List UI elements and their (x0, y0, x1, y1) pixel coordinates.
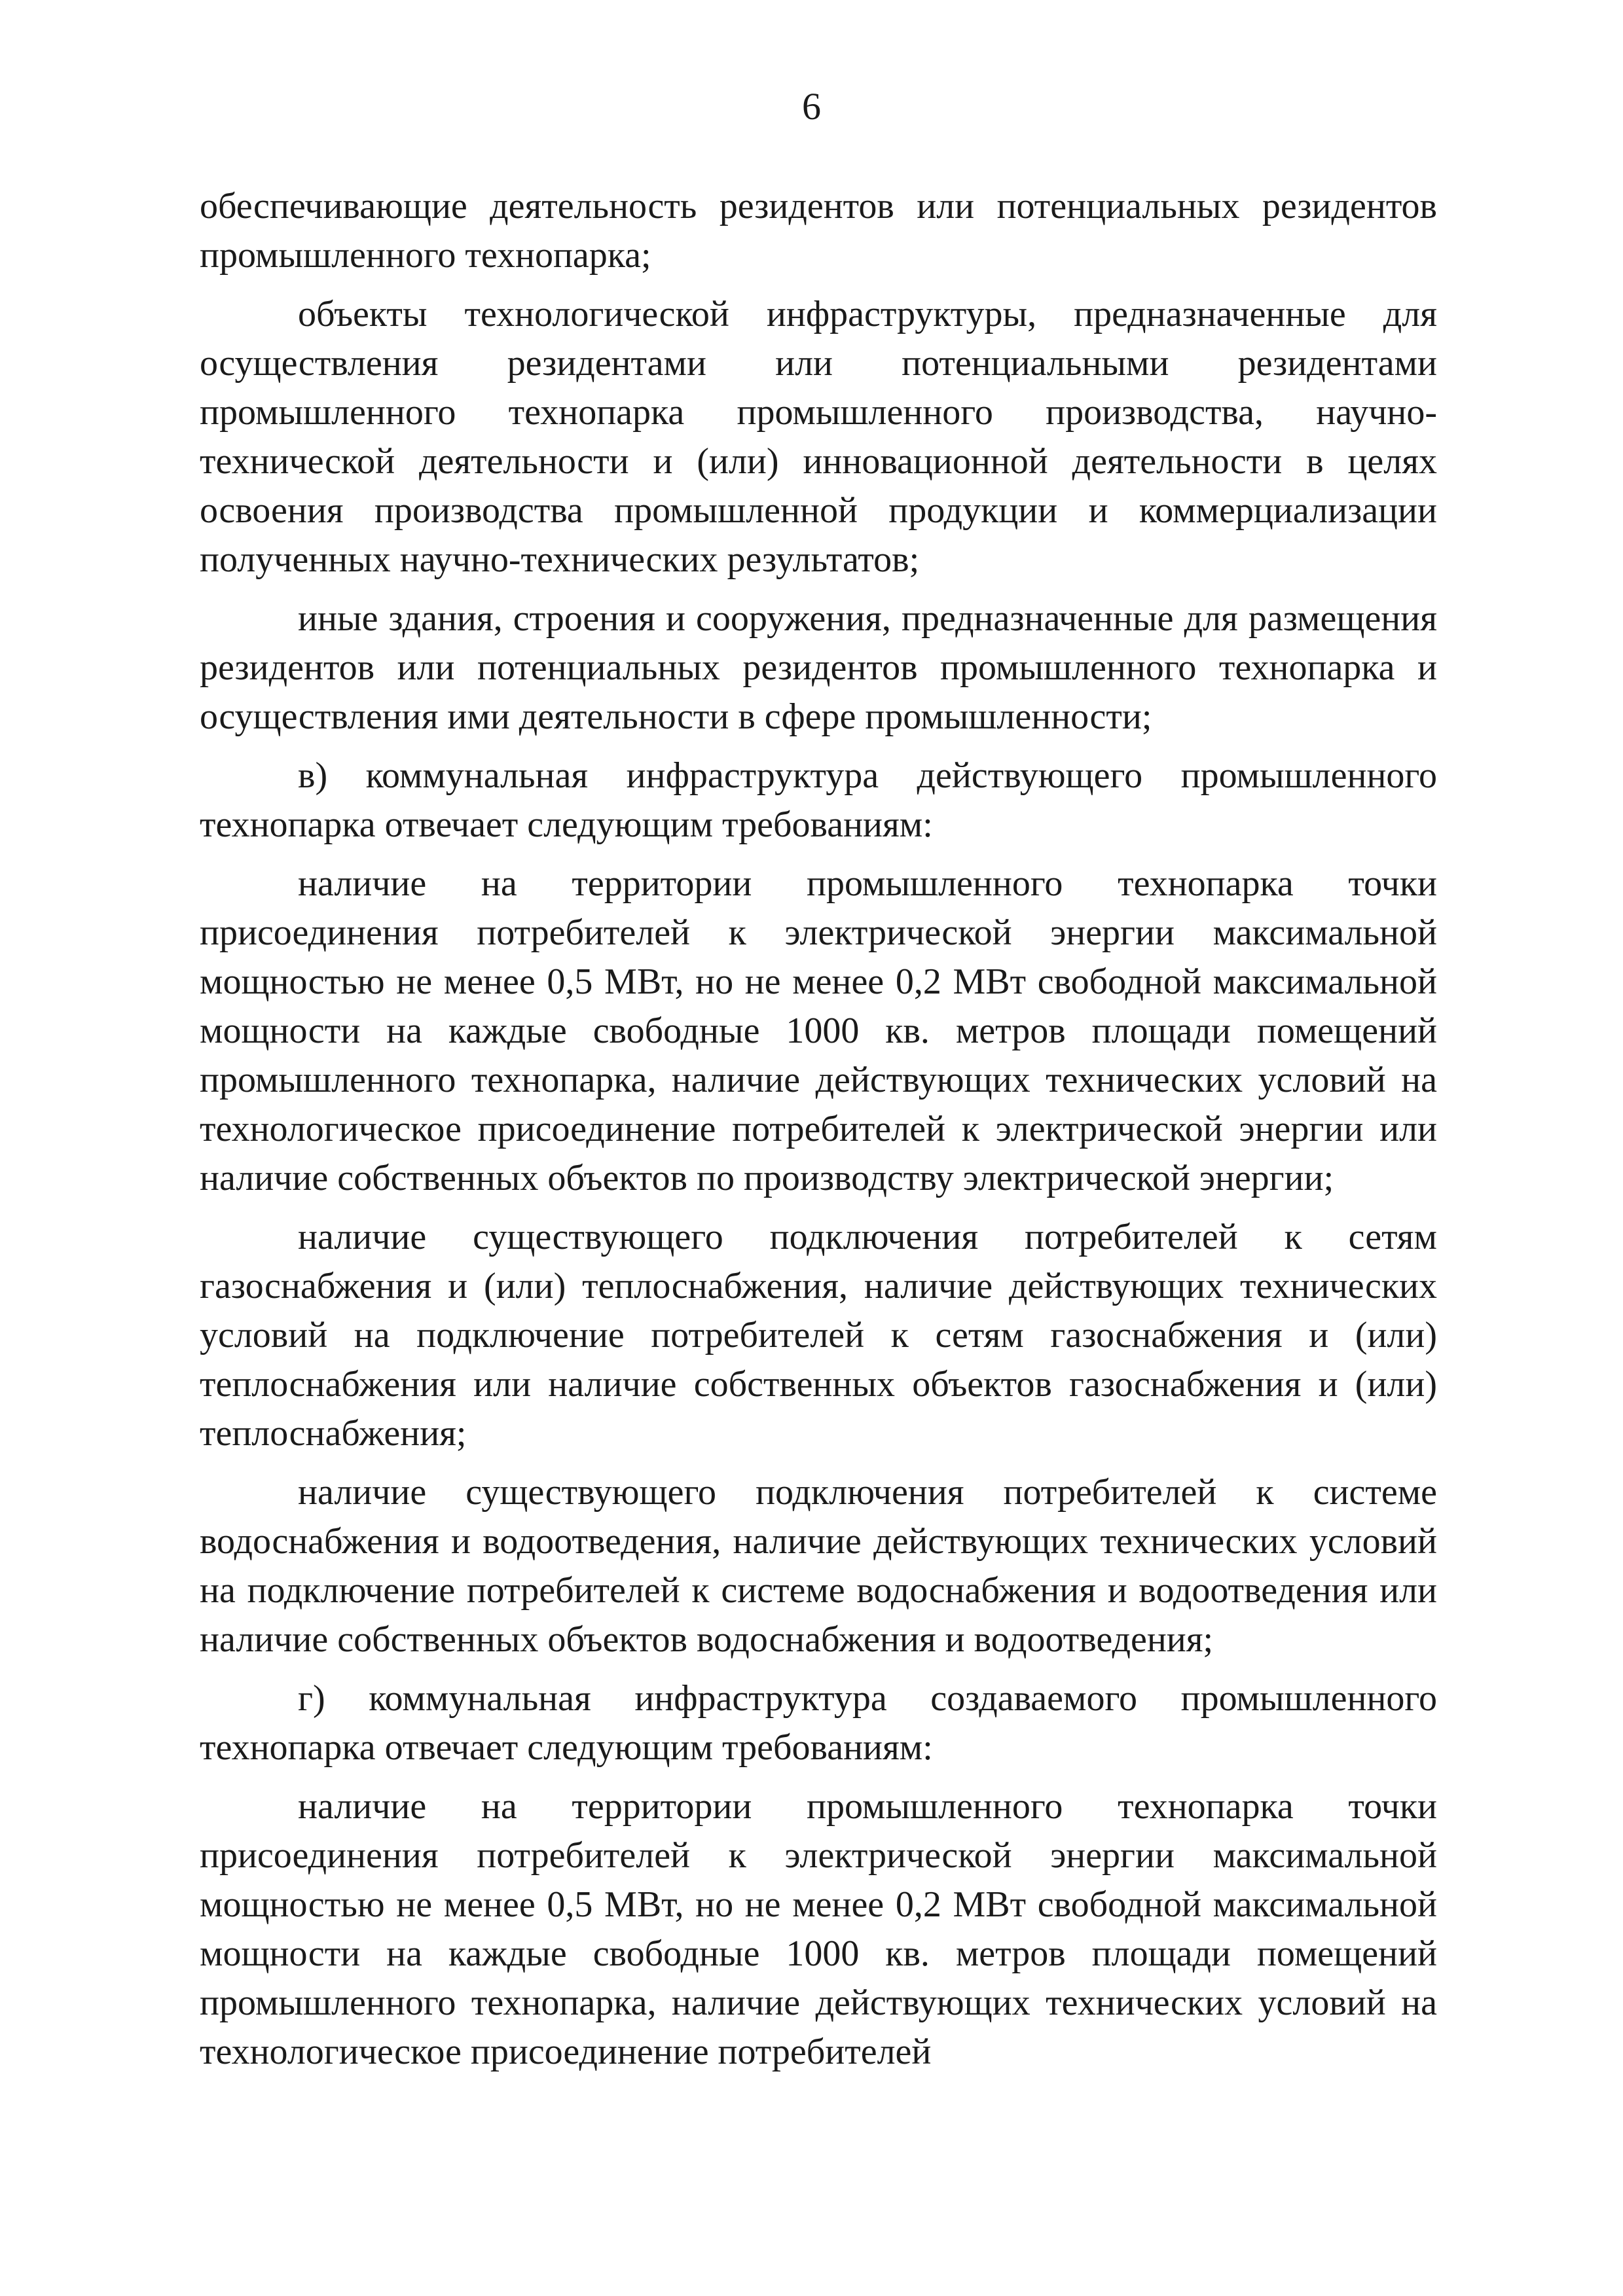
paragraph-other-buildings: иные здания, строения и сооружения, предназначенные для размещения резидентов или потенциальных резидентов промышленного технопарка и осуществления ими деятельности в сфере промышленности; (200, 598, 1437, 737)
paragraph-electric-power-new: наличие на территории промышленного технопарка точки присоединения потребителей к электрической энергии максимальной мощностью не менее 0,5 МВт, но не менее 0,2 МВт свободной максимальной мощности на каждые свободные 1000 кв. метров площади помещений промышленного технопарка, наличие действующих технических условий на технологическое присоединение потребителей (200, 1786, 1437, 2072)
paragraph-gas-heat-supply: наличие существующего подключения потребителей к сетям газоснабжения и (или) теплоснабжения, наличие действующих технических условий на подключение потребителей к сетям газоснабжения и (или) теплоснабжения или наличие собственных объектов газоснабжения и (или) теплоснабжения; (200, 1217, 1437, 1454)
paragraph-electric-power: наличие на территории промышленного технопарка точки присоединения потребителей к электрической энергии максимальной мощностью не менее 0,5 МВт, но не менее 0,2 МВт свободной максимальной мощности на каждые свободные 1000 кв. метров площади помещений промышленного технопарка, наличие действующих технических условий на технологическое присоединение потребителей к электрической энергии или наличие собственных объектов по производству электрической энергии; (200, 863, 1437, 1198)
paragraph-item-v: в) коммунальная инфраструктура действующего промышленного технопарка отвечает следующим требованиям: (200, 755, 1437, 845)
paragraph-water-supply: наличие существующего подключения потребителей к системе водоснабжения и водоотведения, наличие действующих технических условий на подключение потребителей к системе водоснабжения и водоотведения или наличие собственных объектов водоснабжения и водоотведения; (200, 1472, 1437, 1660)
paragraph-continuation: обеспечивающие деятельность резидентов или потенциальных резидентов промышленного технопарка; (200, 186, 1437, 276)
paragraph-item-g: г) коммунальная инфраструктура создаваемого промышленного технопарка отвечает следующим требованиям: (200, 1678, 1437, 1768)
paragraph-technological-infrastructure: объекты технологической инфраструктуры, предназначенные для осуществления резидентами или потенциальными резидентами промышленного технопарка промышленного производства, научно-технической деятельности и (или) инновационной деятельности в целях освоения производства промышленной продукции и коммерциализации полученных научно-технических результатов; (200, 294, 1437, 580)
page-number: 6 (802, 85, 821, 128)
document-body (200, 182, 1437, 2087)
